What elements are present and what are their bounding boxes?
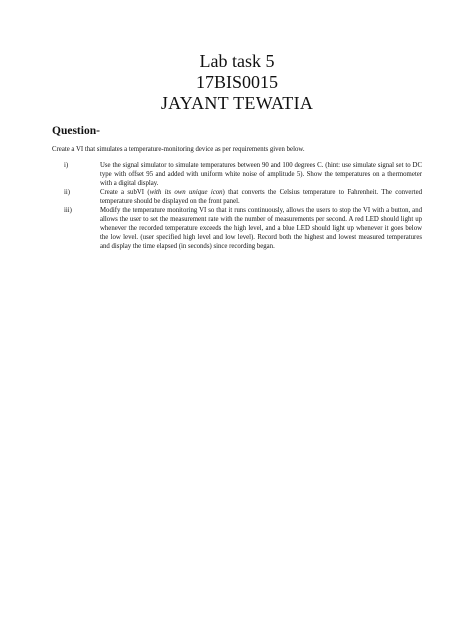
task-text-after: ) that converts the Celsius temperature to Fahrenheit. The converted temperature should be displayed on the front panel.	[100, 189, 422, 205]
question-heading: Question-	[52, 125, 100, 137]
task-item	[52, 206, 422, 251]
task-number: i)	[64, 162, 69, 169]
title-block	[0, 51, 474, 114]
lab-title: Lab task 5	[199, 51, 275, 71]
task-text-italic: with its own unique icon	[149, 189, 223, 196]
roll-number: 17BIS0015	[195, 72, 278, 92]
task-number: ii)	[64, 189, 71, 196]
task-item	[52, 188, 422, 206]
task-text: Use the signal simulator to simulate temperatures between 90 and 100 degrees C. (hint: use simulate signal set to DC type with offset 95 and added with uniform white noise of amplitude 5). Show the temperatures on a thermometer with a digital display.	[100, 162, 422, 187]
task-number: iii)	[64, 207, 72, 214]
question-intro: Create a VI that simulates a temperature-monitoring device as per requirements given below.	[52, 146, 305, 153]
task-list	[52, 161, 422, 251]
task-text: Modify the temperature monitoring VI so that it runs continuously, allows the users to stop the VI with a button, and allows the user to set the measurement rate with the number of measurements per second. A red LED should light up whenever the recorded temperature exceeds the high level, and a blue LED should light up whenever it goes below the low level. (user specified high level and low level). Record both the highest and lowest measured temperatures and display the time elapsed (in seconds) since recording began.	[100, 207, 422, 250]
task-text	[100, 188, 422, 206]
task-item	[52, 161, 422, 188]
task-text-before: Create a subVI (	[100, 189, 150, 196]
student-name: JAYANT TEWATIA	[160, 93, 314, 113]
